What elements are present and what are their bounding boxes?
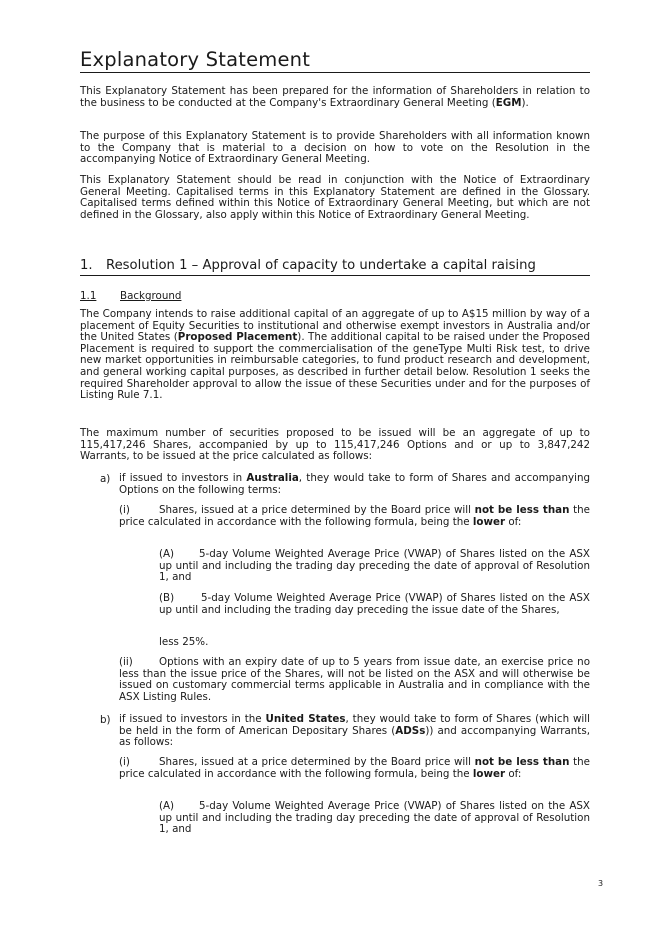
page-number: 3 [598,879,604,888]
page-title: Explanatory Statement [80,49,590,73]
item-b-label: b) [100,714,111,726]
intro-paragraph-3: This Explanatory Statement should be read in conjunction with the Notice of Extraordinary General Meeting. Capitalised terms in this Explanatory Statement are defined in the Glossary. Capitalised terms defined within this Notice of Extraordinary General Meeting, but which are not defined in the Glossary, also apply within this Notice of Extraordinary General Meeting. [80,174,590,221]
background-paragraph-2: The maximum number of securities proposed to be issued will be an aggregate of up to 115,417,246 Shares, accompanied by up to 115,417,246 Options and or up to 3,847,242 Warrants, to be issued at the price calculated as follows: [80,427,590,463]
subsection-heading [80,290,181,302]
item-a-subitem-i: (i) Shares, issued at a price determined by the Board price will not be less than the price calculated in accordance with the following formula, being the lower of: [119,504,590,528]
section-title: Resolution 1 – Approval of capacity to undertake a capital raising [106,258,536,273]
item-a-subitem-A: (A) 5-day Volume Weighted Average Price (VWAP) of Shares listed on the ASX up until and including the trading day preceding the date of approval of Resolution 1, and [159,548,590,584]
subsection-number: 1.1 [80,290,97,302]
item-b-subitem-A: (A) 5-day Volume Weighted Average Price (VWAP) of Shares listed on the ASX up until and including the trading day preceding the date of approval of Resolution 1, and [159,800,590,836]
item-a-label: a) [100,473,111,485]
intro-paragraph-2: The purpose of this Explanatory Statement is to provide Shareholders with all information known to the Company that is material to a decision on how to vote on the Resolution in the accompanying Notice of Extraordinary General Meeting. [80,130,590,166]
item-a-subitem-ii: (ii) Options with an expiry date of up to 5 years from issue date, an exercise price no less than the issue price of the Shares, will not be listed on the ASX and will otherwise be issued on customary commercial terms applicable in Australia and in compliance with the ASX Listing Rules. [119,656,590,703]
proposed-placement-term: Proposed Placement [177,331,298,344]
intro-paragraph-1: This Explanatory Statement has been prepared for the information of Shareholders in relation to the business to be conducted at the Company's Extraordinary General Meeting (EGM). [80,85,590,109]
egm-term: EGM [495,96,522,109]
item-b-subitem-i: (i) Shares, issued at a price determined by the Board price will not be less than the price calculated in accordance with the following formula, being the lower of: [119,756,590,780]
section-heading [80,258,590,276]
list-item-a: a) if issued to investors in Australia, they would take to form of Shares and accompanying Options on the following terms: [100,472,591,496]
subsection-title: Background [120,290,182,302]
section-number: 1. [80,258,93,273]
item-a-subitem-B: (B) 5-day Volume Weighted Average Price (VWAP) of Shares listed on the ASX up until and including the trading day preceding the issue date of the Shares, [159,592,590,616]
background-paragraph-1: The Company intends to raise additional capital of an aggregate of up to A$15 million by way of a placement of Equity Securities to institutional and otherwise exempt investors in Australia and/or the United States (Proposed Placement). The additional capital to be raised under the Proposed Placement is required to support the commercialisation of the geneType Multi Risk test, to drive new market opportunities in reimbursable categories, to fund product research and development, and general working capital purposes, as described in further detail below. Resolution 1 seeks the required Shareholder approval to allow the issue of these Securities under and for the purposes of Listing Rule 7.1. [80,308,591,402]
list-item-b: b) if issued to investors in the United States, they would take to form of Shares (which will be held in the form of American Depositary Shares (ADSs)) and accompanying Warrants, as follows: [100,713,590,749]
item-a-less: less 25%. [159,636,209,648]
